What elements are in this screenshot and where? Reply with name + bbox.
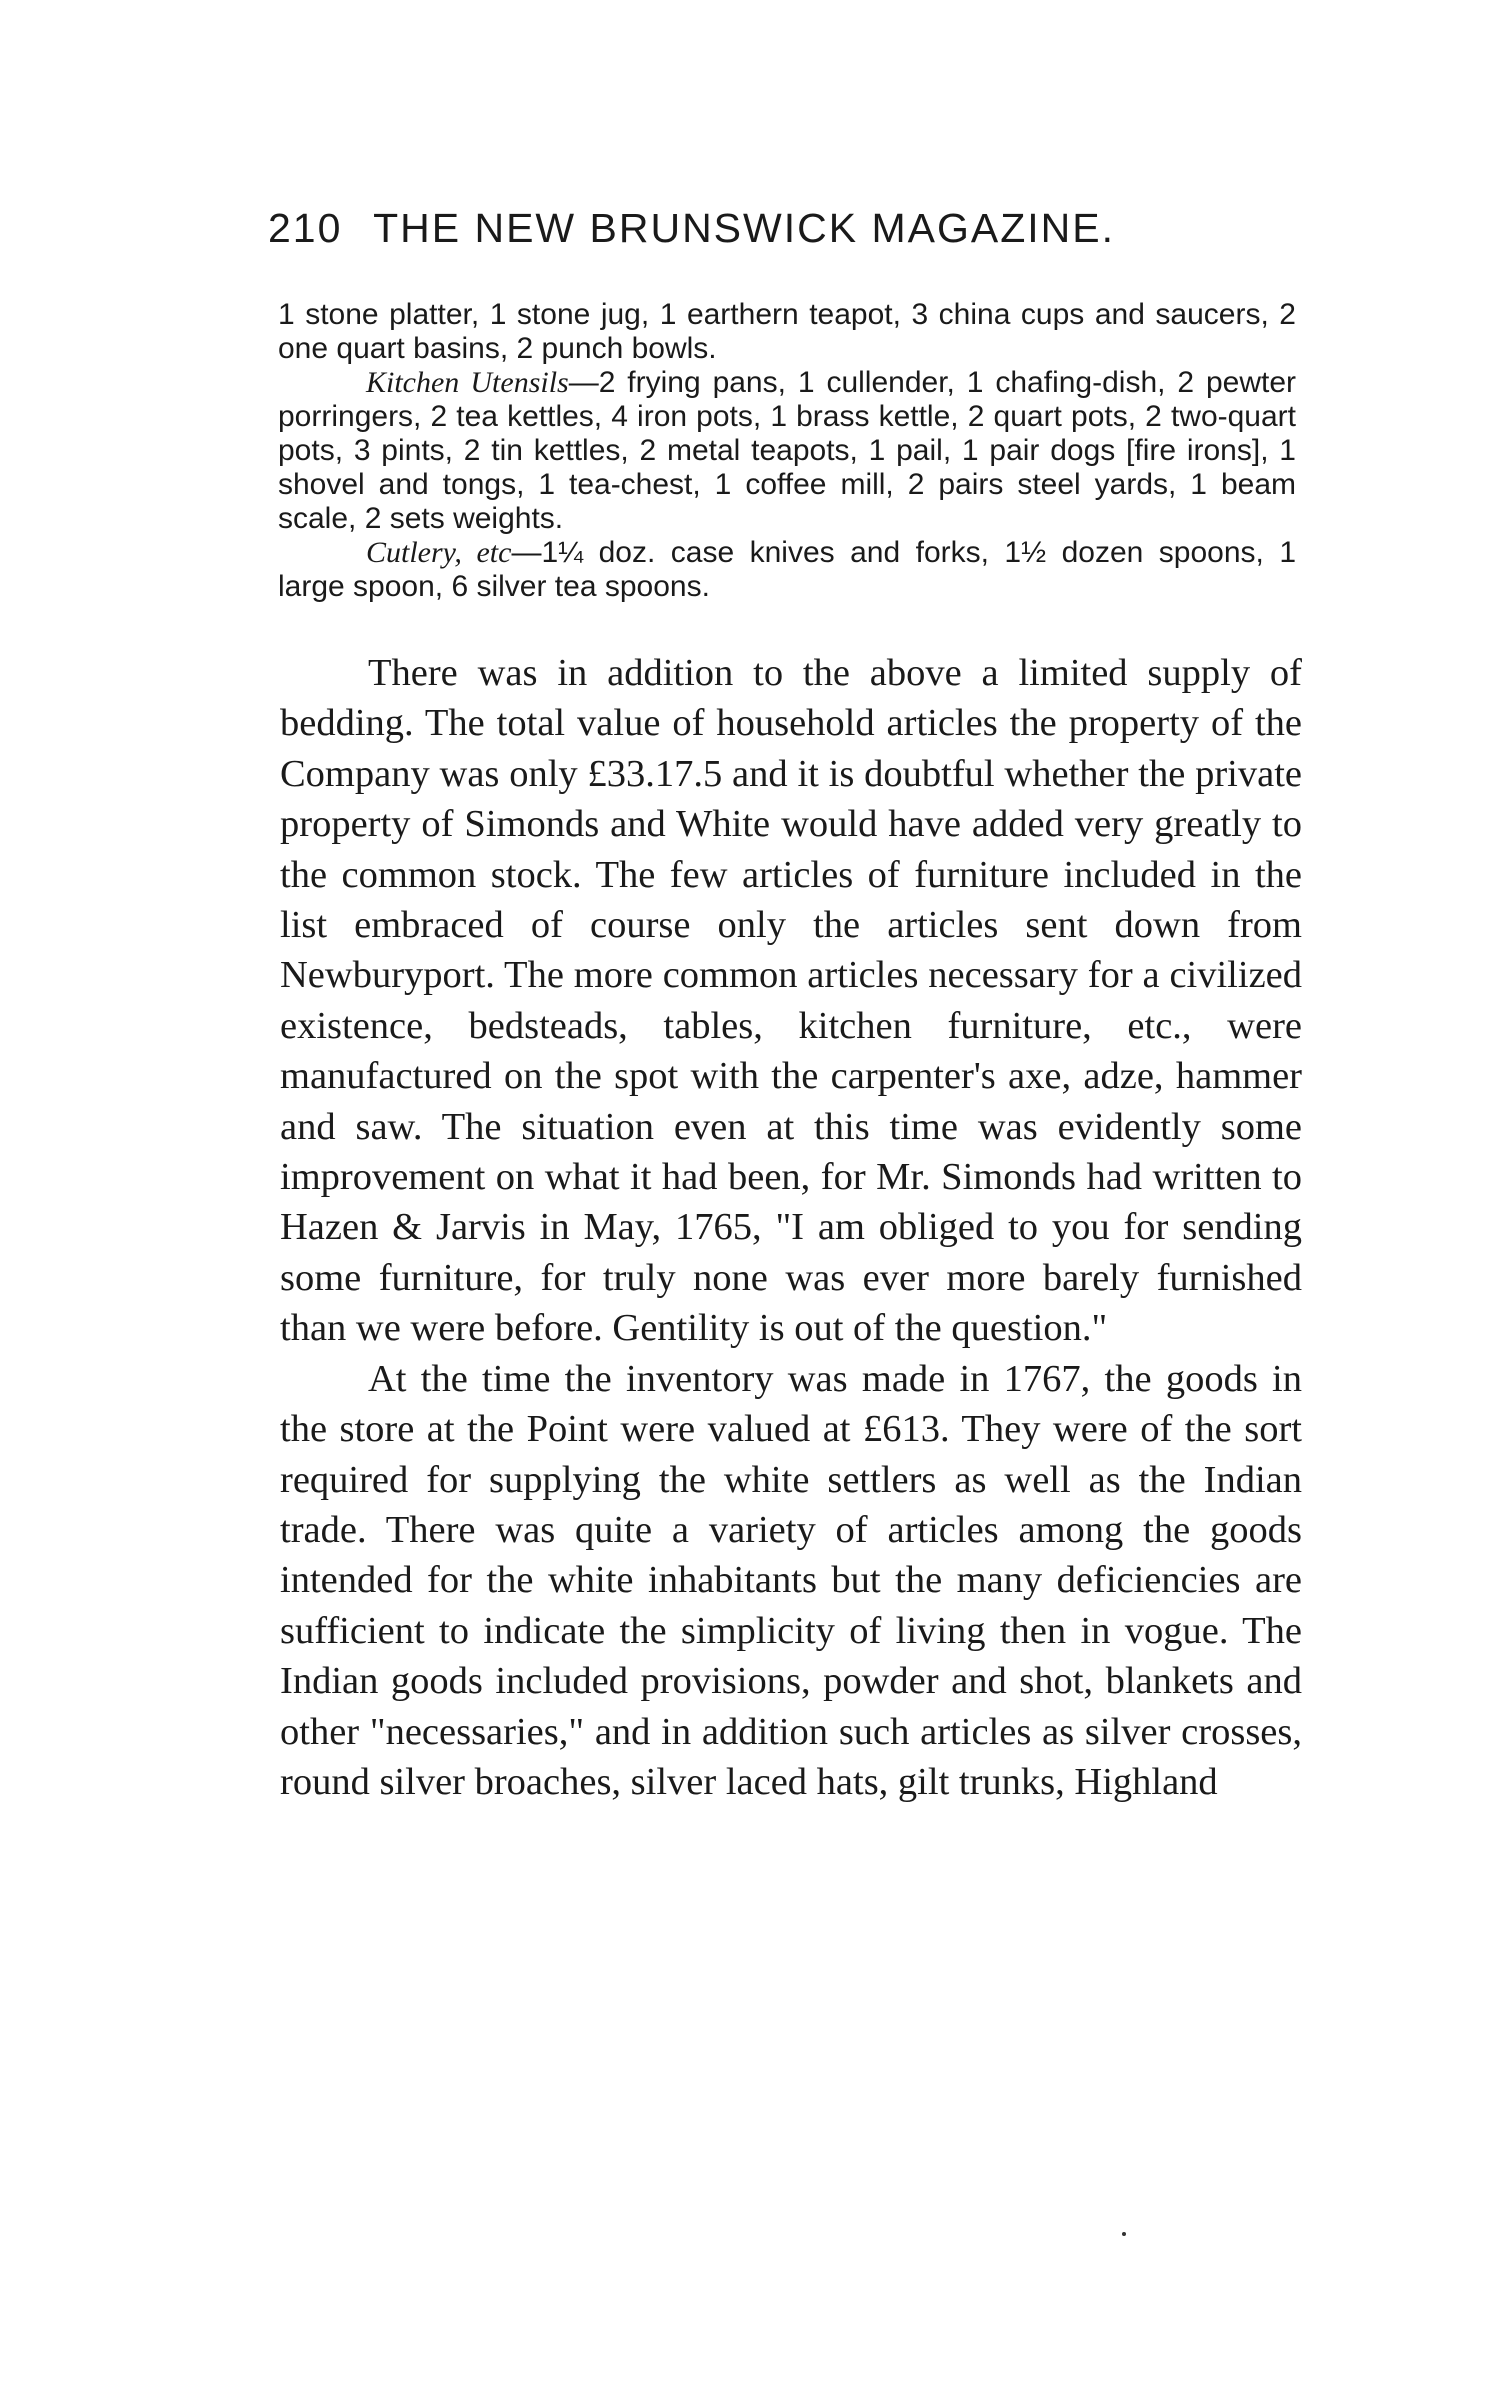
cutlery-label: Cutlery, etc xyxy=(366,536,512,569)
inventory-list xyxy=(278,298,1296,604)
inventory-kitchen-utensils xyxy=(278,366,1296,536)
cutlery-text: —1¼ doz. case knives and forks, 1½ dozen spoons, 1 large spoon, 6 silver tea spoons. xyxy=(278,536,1297,603)
paragraph-household-articles: There was in addition to the above a limited supply of bedding. The total value of household articles the property of the Company was only £33.17.5 and it is doubtful whether the private property of Simonds and White would have added very greatly to the common stock. The few articles of furniture included in the list embraced of course only the articles sent down from Newburyport. The more common articles necessary for a civilized existence, bedsteads, tables, kitchen furniture, etc., were manufactured on the spot with the carpenter's axe, adze, hammer and saw. The situation even at this time was evidently some improvement on what it had been, for Mr. Simonds had written to Hazen & Jarvis in May, 1765, "I am obliged to you for sending some furniture, for truly none was ever more barely furnished than we were before. Gentility is out of the question." xyxy=(280,652,1302,1350)
inventory-cutlery xyxy=(278,536,1296,604)
kitchen-utensils-text: —2 frying pans, 1 cullender, 1 chafing-dish, 2 pewter porringers, 2 tea kettles, 4 iron pots, 1 brass kettle, 2 quart pots, 2 two-quart pots, 3 pints, 2 tin kettles, 2 metal teapots, 1 pail, 1 pair dogs [fire irons], 1 shovel and tongs, 1 tea-chest, 1 coffee mill, 2 pairs steel yards, 1 beam scale, 2 sets weights. xyxy=(278,366,1296,535)
paragraph-store-goods: At the time the inventory was made in 1767, the goods in the store at the Point were valued at £613. They were of the sort required for supplying the white settlers as well as the Indian trade. There was quite a variety of articles among the goods intended for the white inhabitants but the many deficiencies are sufficient to indicate the simplicity of living then in vogue. The Indian goods included provisions, powder and shot, blankets and other "necessaries," and in addition such articles as silver crosses, round silver broaches, silver laced hats, gilt trunks, Highland xyxy=(280,1357,1302,1803)
page-number: 210 xyxy=(268,205,343,251)
body-text xyxy=(280,648,1302,1807)
inventory-crockery: 1 stone platter, 1 stone jug, 1 earthern teapot, 3 china cups and saucers, 2 one quart basins, 2 punch bowls. xyxy=(278,298,1296,365)
magazine-title: THE NEW BRUNSWICK MAGAZINE. xyxy=(373,205,1115,251)
kitchen-utensils-label: Kitchen Utensils xyxy=(366,366,569,399)
ink-speck xyxy=(1122,2232,1126,2236)
running-header xyxy=(268,205,1188,252)
